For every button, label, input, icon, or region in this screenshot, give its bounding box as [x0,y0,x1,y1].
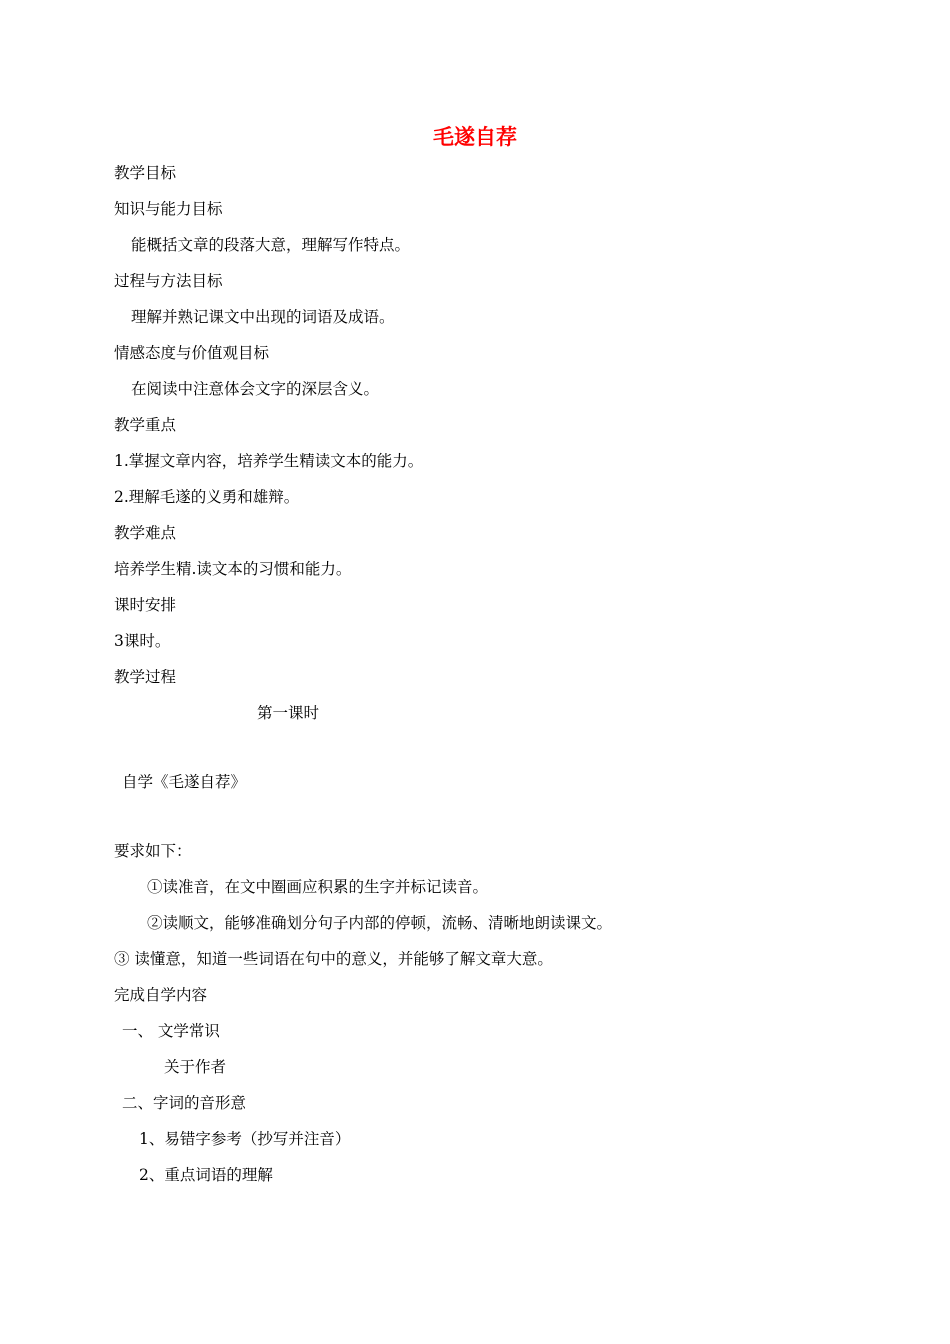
objective-text: 理解并熟记课文中出现的词语及成语。 [131,308,395,326]
requirement-item: ③ 读懂意，知道一些词语在句中的意义，并能够了解文章大意。 [114,950,553,968]
section-literary-knowledge: 一、 文学常识 [122,1022,220,1040]
subheading-process-method: 过程与方法目标 [114,272,223,290]
task-heading: 完成自学内容 [114,986,208,1004]
self-study-heading: 自学《毛遂自荐》 [122,773,247,791]
heading-schedule: 课时安排 [114,596,177,614]
section-vocabulary: 二、字词的音形意 [122,1094,247,1112]
heading-teaching-objectives: 教学目标 [114,164,177,182]
key-point-item: 2.理解毛遂的义勇和雄辩。 [114,488,300,506]
subheading-emotion-values: 情感态度与价值观目标 [114,344,270,362]
vocabulary-item: 2、重点词语的理解 [139,1166,273,1184]
heading-key-points: 教学重点 [114,416,177,434]
objective-text: 能概括文章的段落大意，理解写作特点。 [131,236,411,254]
requirement-item: ②读顺文，能够准确划分句子内部的停顿，流畅、清晰地朗读课文。 [147,914,613,932]
vocabulary-item: 1、易错字参考（抄写并注音） [139,1130,351,1148]
heading-teaching-process: 教学过程 [114,668,177,686]
subheading-knowledge-ability: 知识与能力目标 [114,200,223,218]
heading-difficulties: 教学难点 [114,524,177,542]
requirements-heading: 要求如下： [114,842,192,860]
difficulty-text: 培养学生精.读文本的习惯和能力。 [114,560,352,578]
about-author: 关于作者 [164,1058,227,1076]
requirement-item: ①读准音，在文中圈画应积累的生字并标记读音。 [147,878,489,896]
objective-text: 在阅读中注意体会文字的深层含义。 [131,380,380,398]
schedule-text: 3课时。 [114,632,171,650]
lesson-heading: 第一课时 [257,704,320,722]
key-point-item: 1.掌握文章内容，培养学生精读文本的能力。 [114,452,424,470]
document-title: 毛遂自荐 [433,125,517,149]
